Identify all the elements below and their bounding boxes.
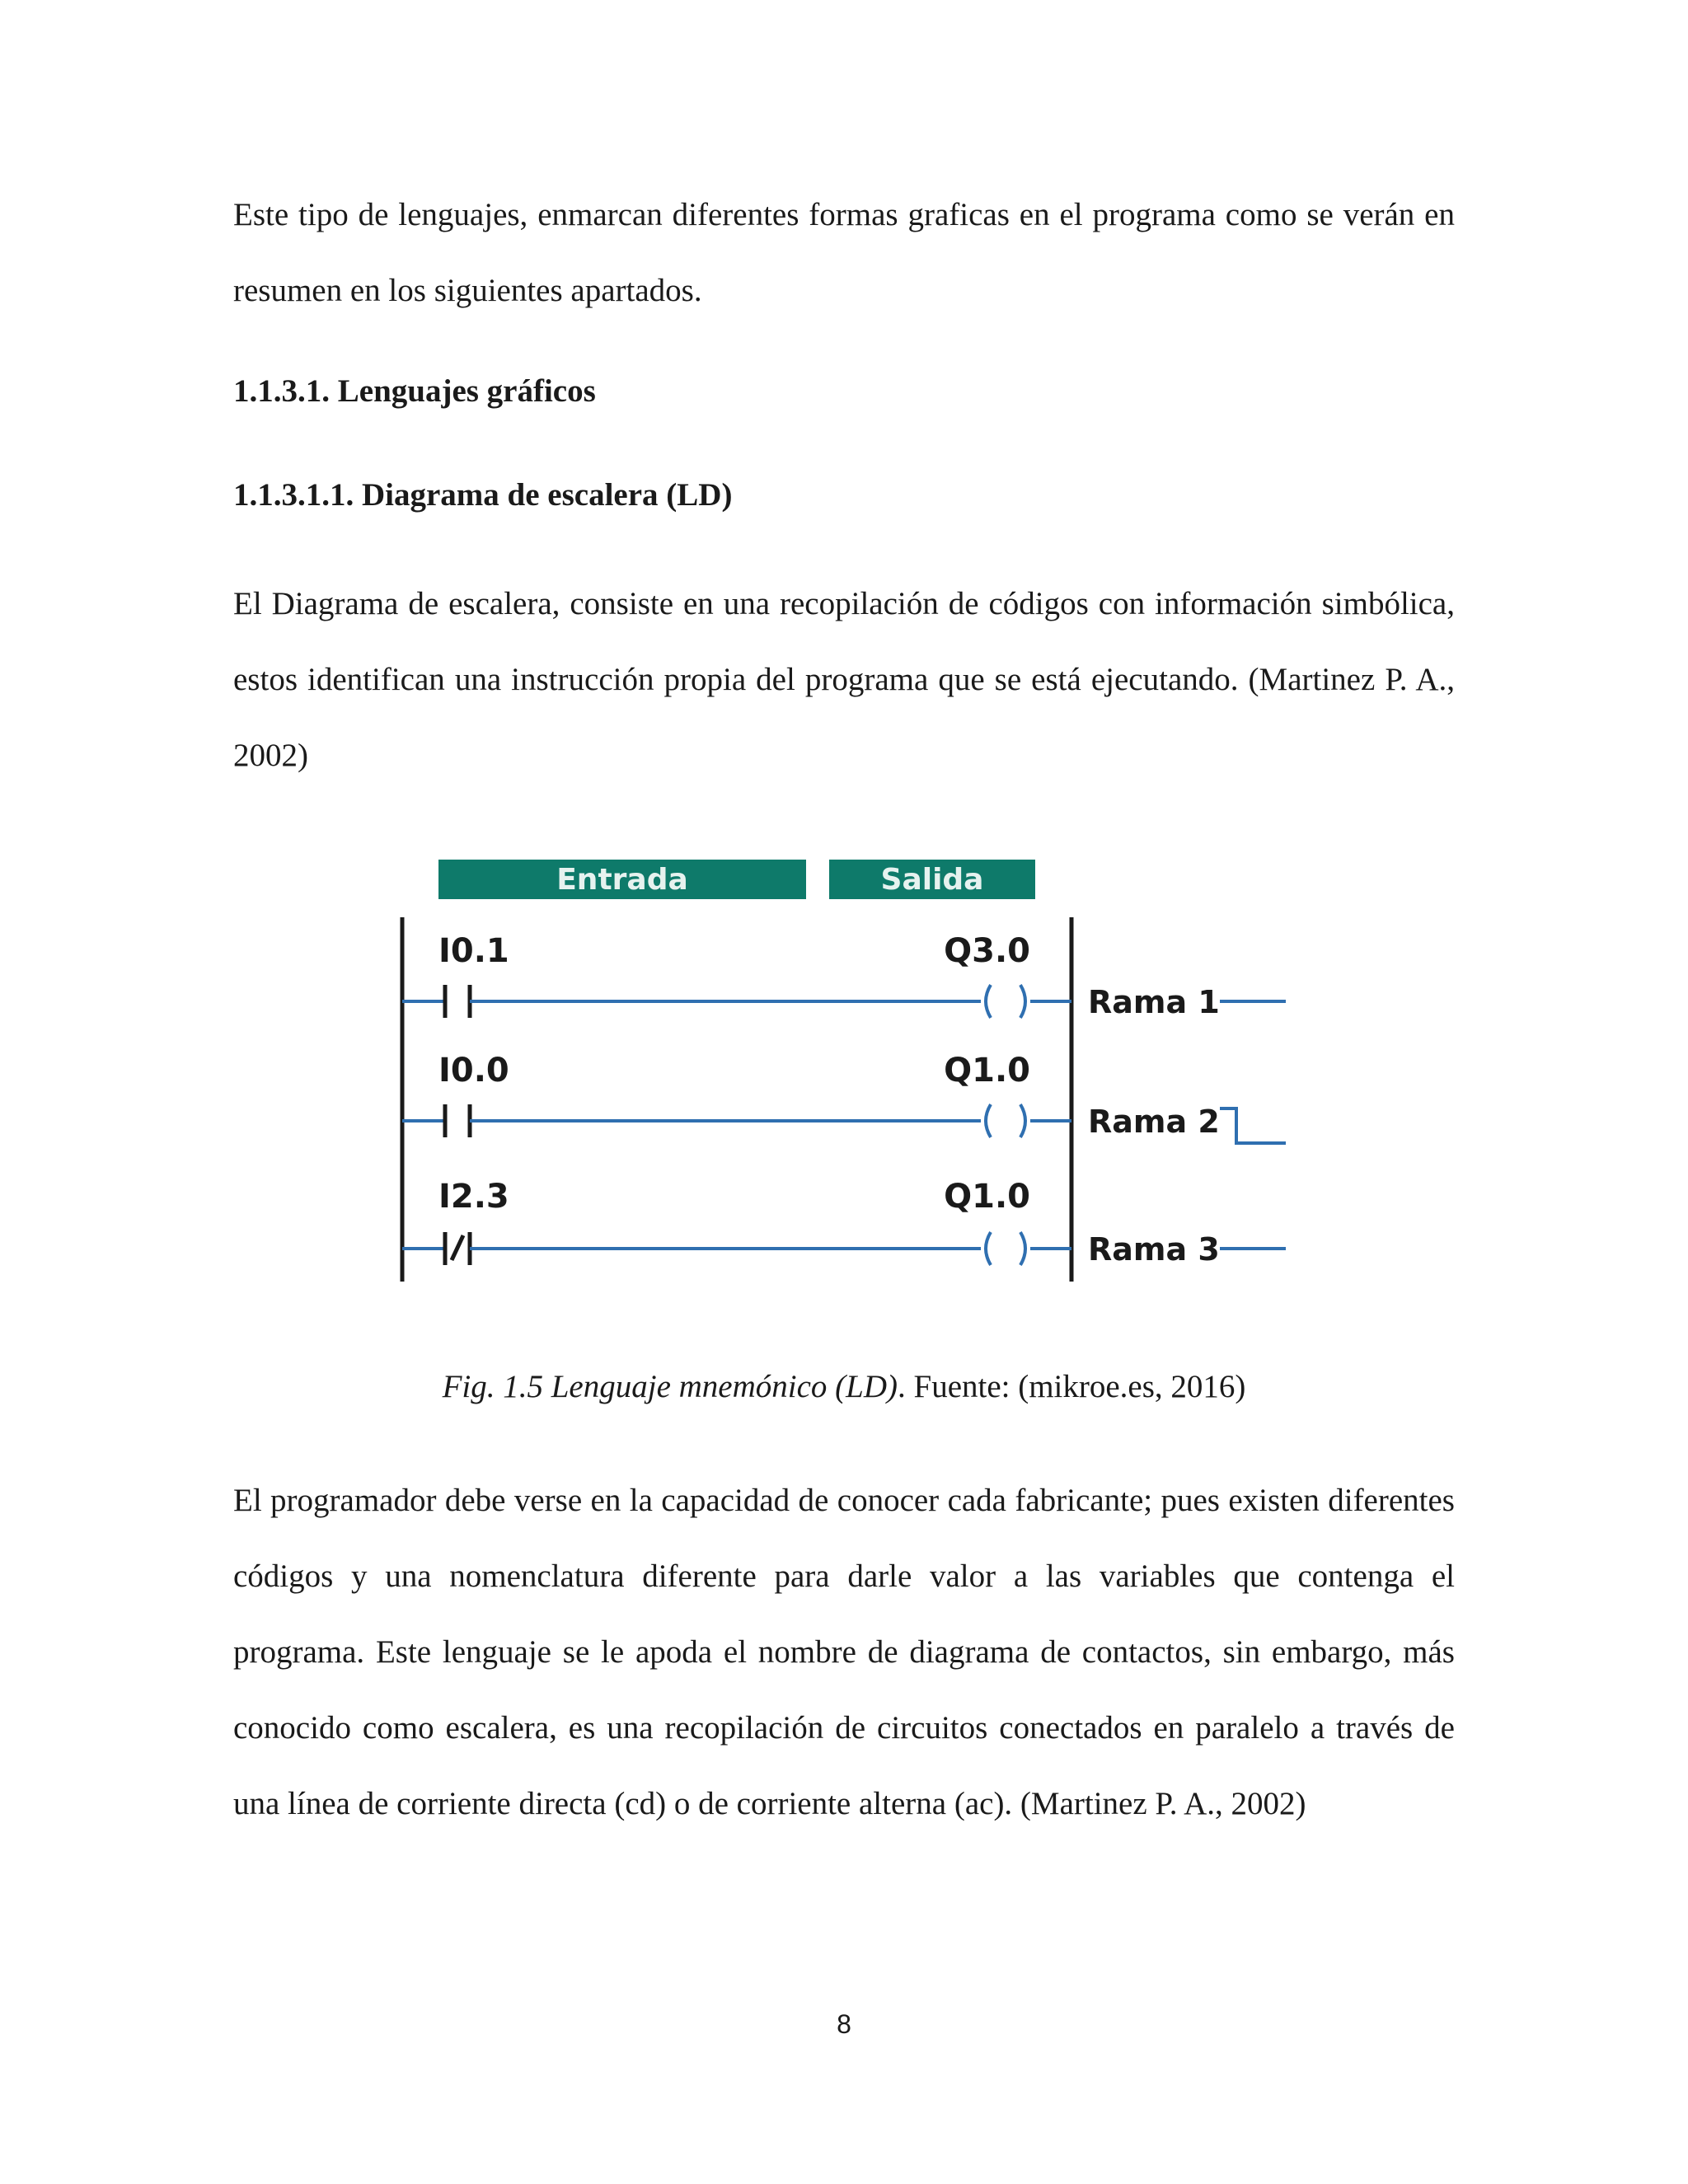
- ld-definition-paragraph: El Diagrama de escalera, consiste en una recopilación de códigos con información simbólica, estos identifican una instrucción propia del programa que se está ejecutando. (Martinez P. A., 2002): [233, 586, 1455, 773]
- rung-2-output-address: Q1.0: [944, 1052, 1030, 1090]
- programmer-paragraph: El programador debe verse en la capacidad de conocer cada fabricante; pues existen diferentes códigos y una nomenclatura diferente para darle valor a las variables que contenga el programa. Este lenguaje se le apoda el nombre de diagrama de contactos, sin embargo, más conocido como escalera, es una recopilación de circuitos conectados en paralelo a través de una línea de corriente directa (cd) o de corriente alterna (ac). (Martinez P. A., 2002): [233, 1483, 1455, 1821]
- rung-2-coil-right: [1020, 1104, 1025, 1137]
- rung-2-branch-label: Rama 2: [1088, 1104, 1220, 1140]
- rung-2-input-address: I0.0: [438, 1052, 509, 1090]
- figure-caption-title: Fig. 1.5 Lenguaje mnemónico (LD): [442, 1369, 898, 1404]
- ladder-diagram-svg: [387, 837, 1319, 1298]
- rung-1-coil-left: [986, 985, 991, 1018]
- ladder-diagram-figure: [387, 837, 1319, 1298]
- figure-caption: [0, 1368, 1688, 1405]
- ladder-rung-3: [402, 1178, 1286, 1268]
- output-header-label: Salida: [880, 863, 984, 897]
- section-heading-graphic-languages: 1.1.3.1. Lenguajes gráficos: [233, 373, 596, 409]
- rung-1-input-address: I0.1: [438, 932, 509, 970]
- ladder-rung-1: [402, 932, 1286, 1020]
- rung-3-contact-negation-slash: [452, 1235, 463, 1260]
- page-number: 8: [837, 2009, 851, 2039]
- rung-2-coil-left: [986, 1104, 991, 1137]
- rung-1-branch-label: Rama 1: [1088, 984, 1220, 1020]
- figure-caption-source: . Fuente: (mikroe.es, 2016): [898, 1369, 1246, 1404]
- rung-2-signal-falling-edge: [1220, 1108, 1286, 1143]
- intro-paragraph: Este tipo de lenguajes, enmarcan diferentes formas graficas en el programa como se verán en resumen en los siguientes apartados.: [233, 197, 1455, 308]
- rung-3-coil-right: [1020, 1232, 1025, 1265]
- subsection-heading-ladder-diagram: 1.1.3.1.1. Diagrama de escalera (LD): [233, 477, 733, 513]
- input-header-label: Entrada: [556, 863, 688, 897]
- rung-3-output-address: Q1.0: [944, 1178, 1030, 1216]
- rung-3-branch-label: Rama 3: [1088, 1231, 1220, 1268]
- rung-3-input-address: I2.3: [438, 1178, 509, 1216]
- rung-3-coil-left: [986, 1232, 991, 1265]
- rung-1-coil-right: [1020, 985, 1025, 1018]
- rung-1-output-address: Q3.0: [944, 932, 1030, 970]
- ladder-rung-2: [402, 1052, 1286, 1143]
